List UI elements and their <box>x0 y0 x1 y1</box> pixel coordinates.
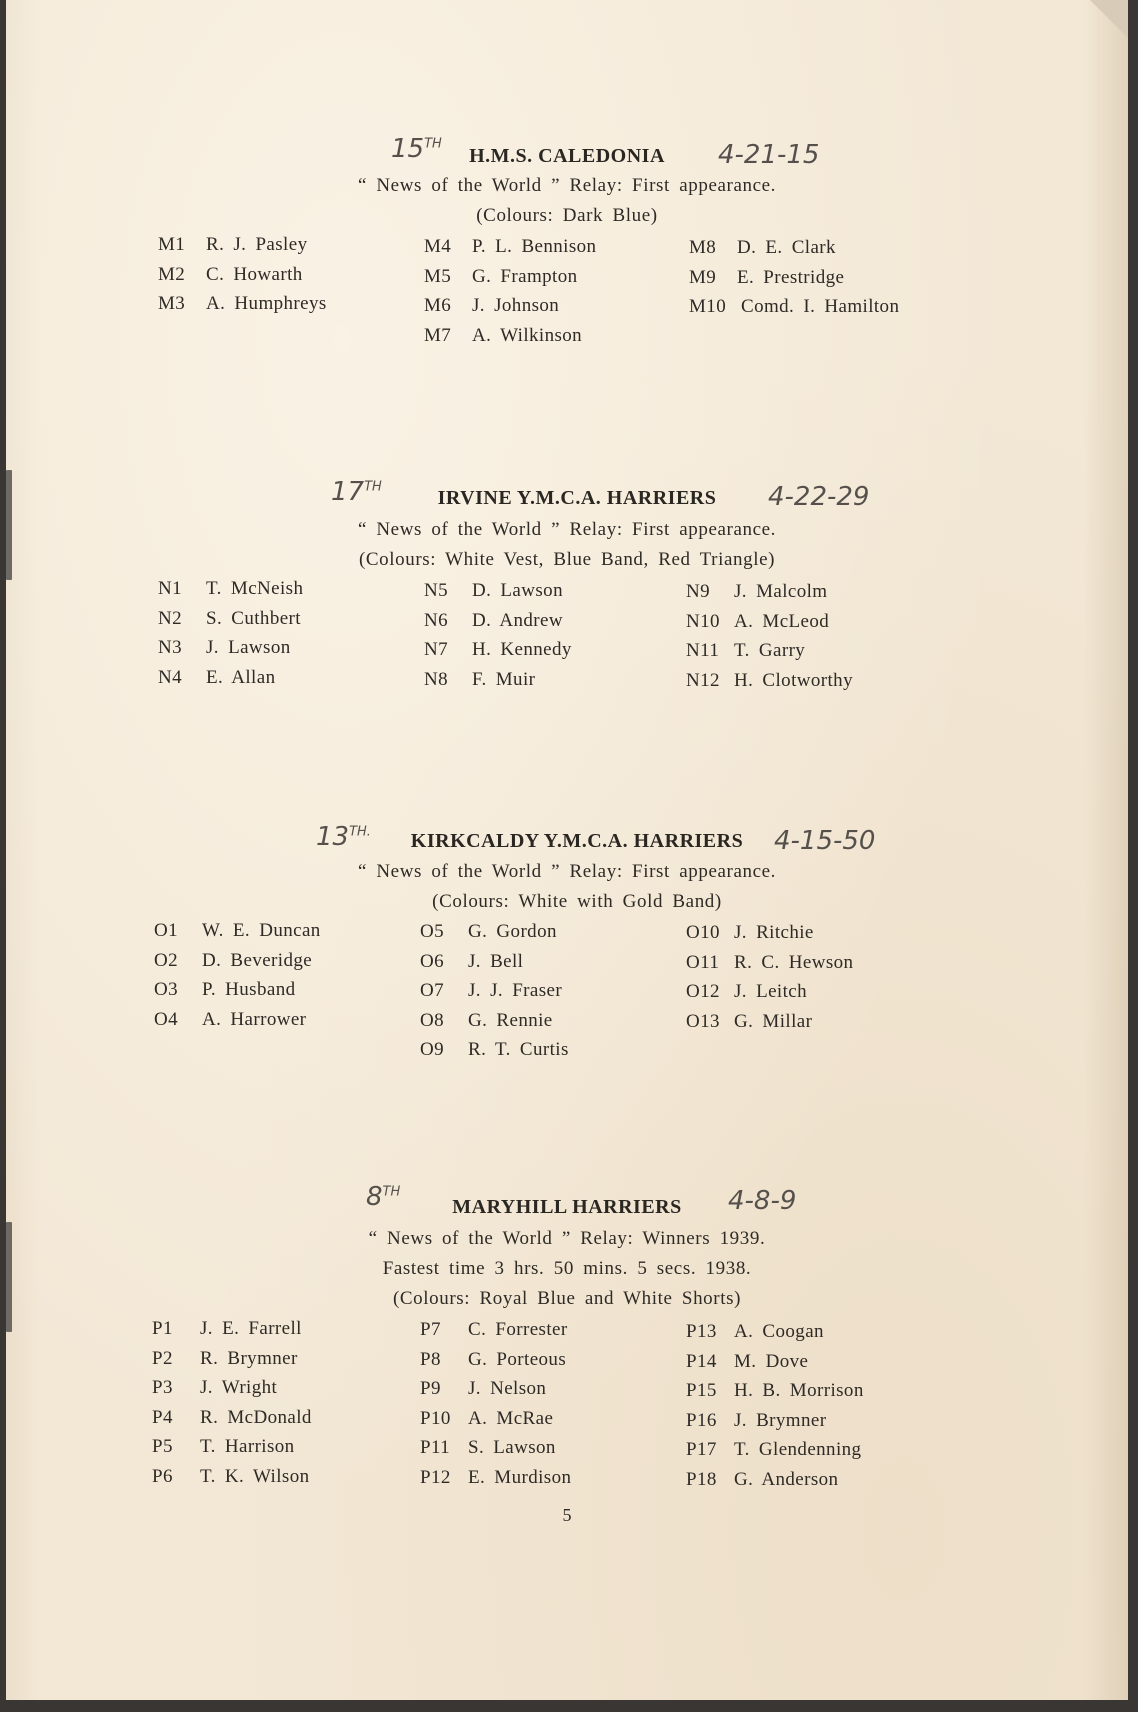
relay-note: “ News of the World ” Relay: First appearance. <box>357 861 777 882</box>
runner-column <box>158 230 327 319</box>
runner-entry: P1 J. E. Farrell <box>152 1318 302 1339</box>
runner-entry: P14 M. Dove <box>686 1350 809 1372</box>
colours-note: (Colours: White with Gold Band) <box>432 891 722 912</box>
runner-entry: N5 D. Lawson <box>424 580 563 601</box>
runner-entry: M3 A. Humphreys <box>158 293 327 315</box>
corner-fold <box>1090 0 1128 38</box>
runner-column <box>424 576 572 694</box>
handwritten-result: 4-15-50 <box>774 826 876 856</box>
runner-entry: P4 R. McDonald <box>152 1406 312 1428</box>
page-number: 5 <box>562 1505 572 1525</box>
handwritten-result: 4-22-29 <box>768 482 870 512</box>
runner-entry: M1 R. J. Pasley <box>158 234 308 255</box>
runner-entry: N3 J. Lawson <box>158 637 291 659</box>
runner-entry: O4 A. Harrower <box>154 1008 307 1030</box>
handwritten-place: 17TH <box>331 477 382 507</box>
relay-note: “ News of the World ” Relay: Winners 1939. <box>368 1228 766 1249</box>
runner-column <box>154 916 321 1034</box>
runner-entry: O6 J. Bell <box>420 950 524 972</box>
runner-entry: P5 T. Harrison <box>152 1436 295 1458</box>
runner-entry: N8 F. Muir <box>424 668 536 690</box>
runner-column <box>152 1314 312 1492</box>
runner-entry: N9 J. Malcolm <box>686 581 828 602</box>
runner-entry: O11 R. C. Hewson <box>686 951 854 973</box>
runner-column <box>420 1315 571 1493</box>
runner-entry: O2 D. Beveridge <box>154 949 313 971</box>
relay-note: “ News of the World ” Relay: First appearance. <box>357 175 777 196</box>
runner-entry: P13 A. Coogan <box>686 1321 824 1342</box>
runner-entry: P12 E. Murdison <box>420 1466 572 1488</box>
runner-entry: N11 T. Garry <box>686 640 806 662</box>
team-title: IRVINE Y.M.C.A. HARRIERS <box>437 487 717 509</box>
runner-entry: P15 H. B. Morrison <box>686 1380 864 1402</box>
runner-entry: N12 H. Clotworthy <box>686 669 853 691</box>
runner-column <box>158 574 303 692</box>
runner-entry: M2 C. Howarth <box>158 263 303 285</box>
runner-column <box>420 917 569 1065</box>
runner-column <box>689 233 899 322</box>
runner-column <box>686 1317 864 1495</box>
relay-note: “ News of the World ” Relay: First appearance. <box>357 519 777 540</box>
runner-entry: N7 H. Kennedy <box>424 639 572 661</box>
runner-entry: P18 G. Anderson <box>686 1468 839 1490</box>
runner-entry: O10 J. Ritchie <box>686 922 814 943</box>
runner-entry: N6 D. Andrew <box>424 609 563 631</box>
runner-entry: P16 J. Brymner <box>686 1409 827 1431</box>
runner-entry: M5 G. Frampton <box>424 265 578 287</box>
handwritten-result: 4-8-9 <box>728 1186 797 1216</box>
runner-entry: P10 A. McRae <box>420 1407 554 1429</box>
runner-entry: P7 C. Forrester <box>420 1319 568 1340</box>
team-title: H.M.S. CALEDONIA <box>469 145 665 167</box>
runner-entry: P2 R. Brymner <box>152 1347 298 1369</box>
team-title: KIRKCALDY Y.M.C.A. HARRIERS <box>410 830 744 852</box>
runner-entry: M9 E. Prestridge <box>689 266 845 288</box>
handwritten-place: $13^{TH.}$ <box>316 822 371 852</box>
runner-entry: N4 E. Allan <box>158 666 276 688</box>
runner-entry: N1 T. McNeish <box>158 578 304 599</box>
colours-note: (Colours: Royal Blue and White Shorts) <box>392 1288 741 1309</box>
runner-entry: O5 G. Gordon <box>420 921 557 942</box>
runner-entry: M8 D. E. Clark <box>689 237 836 258</box>
runner-entry: O12 J. Leitch <box>686 981 808 1003</box>
runner-entry: P17 T. Glendenning <box>686 1439 862 1461</box>
handwritten-place: 8TH <box>366 1182 401 1212</box>
runner-column <box>424 232 596 350</box>
runner-entry: O7 J. J. Fraser <box>420 980 563 1002</box>
fastest-time-note: Fastest time 3 hrs. 50 mins. 5 secs. 1938. <box>382 1258 752 1279</box>
runner-entry: P3 J. Wright <box>152 1377 278 1399</box>
handwritten-place: 15TH <box>391 134 442 164</box>
runner-entry: M7 A. Wilkinson <box>424 324 583 346</box>
runner-entry: O13 G. Millar <box>686 1010 813 1032</box>
runner-entry: P11 S. Lawson <box>420 1437 556 1459</box>
runner-entry: O3 P. Husband <box>154 979 296 1001</box>
runner-entry: P8 G. Porteous <box>420 1348 567 1370</box>
runner-entry: O8 G. Rennie <box>420 1009 553 1031</box>
runner-entry: P9 J. Nelson <box>420 1378 547 1400</box>
runner-column <box>686 577 853 695</box>
handwritten-result: 4-21-15 <box>718 140 820 170</box>
runner-entry: M10 Comd. I. Hamilton <box>689 296 900 318</box>
programme-page <box>6 0 1128 1700</box>
runner-entry: N2 S. Cuthbert <box>158 607 301 629</box>
runner-entry: N10 A. McLeod <box>686 610 830 632</box>
colours-note: (Colours: Dark Blue) <box>476 205 658 226</box>
runner-entry: O1 W. E. Duncan <box>154 920 321 941</box>
runner-entry: M4 P. L. Bennison <box>424 236 597 257</box>
runner-column <box>686 918 853 1036</box>
runner-entry: M6 J. Johnson <box>424 295 560 317</box>
colours-note: (Colours: White Vest, Blue Band, Red Triangle) <box>358 549 776 570</box>
runner-entry: O9 R. T. Curtis <box>420 1039 569 1061</box>
runner-entry: P6 T. K. Wilson <box>152 1465 310 1487</box>
team-title: MARYHILL HARRIERS <box>452 1196 682 1218</box>
